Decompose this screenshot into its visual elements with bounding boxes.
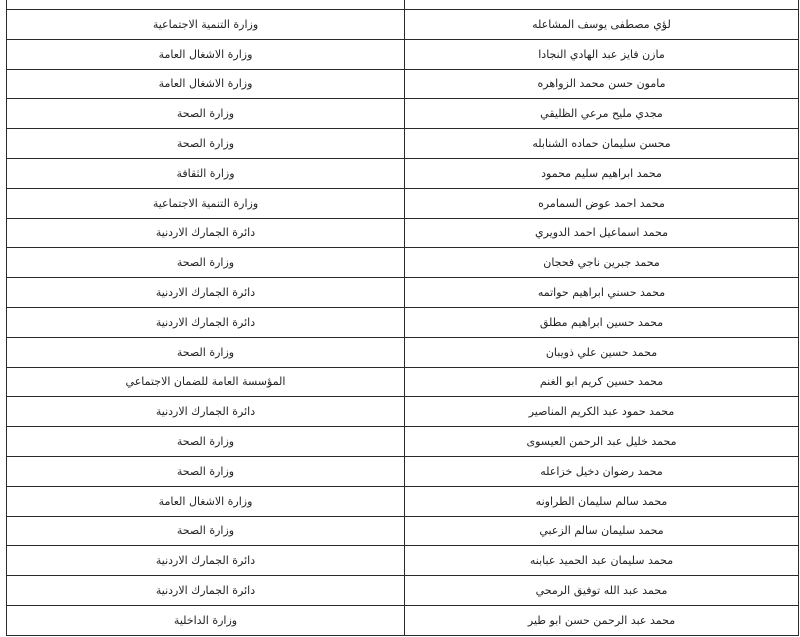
table-row-partial	[7, 0, 799, 10]
table-row	[7, 278, 799, 308]
name-cell: مجدي مليح مرعي الظليقي	[405, 99, 799, 129]
table-row	[7, 129, 799, 159]
name-cell: لؤي مصطفى يوسف المشاعله	[405, 10, 799, 40]
table-row	[7, 486, 799, 516]
table-row	[7, 367, 799, 397]
names-table-body	[7, 0, 799, 635]
table-row	[7, 546, 799, 576]
table-row	[7, 307, 799, 337]
ministry-cell: وزارة الداخلية	[7, 605, 405, 635]
name-cell: محمد حمود عبد الكريم المناصير	[405, 397, 799, 427]
name-cell: مامون حسن محمد الزواهره	[405, 69, 799, 99]
ministry-cell: وزارة الاشغال العامة	[7, 69, 405, 99]
ministry-cell: وزارة الصحة	[7, 248, 405, 278]
table-row	[7, 427, 799, 457]
table-row	[7, 188, 799, 218]
table-row	[7, 605, 799, 635]
table-row	[7, 99, 799, 129]
table-row	[7, 456, 799, 486]
ministry-cell: وزارة الصحة	[7, 99, 405, 129]
name-cell: محمد حسني ابراهيم حواتمه	[405, 278, 799, 308]
table-row	[7, 158, 799, 188]
ministry-cell: وزارة التنمية الاجتماعية	[7, 188, 405, 218]
name-cell: محمد سالم سليمان الطراونه	[405, 486, 799, 516]
table-row	[7, 337, 799, 367]
name-cell: محمد حسين ابراهيم مطلق	[405, 307, 799, 337]
table-row	[7, 39, 799, 69]
ministry-cell: وزارة الثقافة	[7, 158, 405, 188]
table-row	[7, 516, 799, 546]
name-cell: محمد سليمان عبد الحميد عبابنه	[405, 546, 799, 576]
ministry-cell: وزارة الصحة	[7, 427, 405, 457]
ministry-cell: دائرة الجمارك الاردنية	[7, 218, 405, 248]
ministry-cell: المؤسسة العامة للضمان الاجتماعي	[7, 367, 405, 397]
names-sheet	[6, 0, 798, 636]
names-table	[6, 0, 799, 636]
table-row	[7, 576, 799, 606]
name-cell: محمد اسماعيل احمد الدويري	[405, 218, 799, 248]
ministry-cell: وزارة الصحة	[7, 129, 405, 159]
name-cell: مازن فايز عبد الهادي النجادا	[405, 39, 799, 69]
ministry-cell: وزارة الصحة	[7, 516, 405, 546]
ministry-cell: وزارة الصحة	[7, 337, 405, 367]
table-row	[7, 218, 799, 248]
name-cell: محمد عبد الرحمن حسن ابو طير	[405, 605, 799, 635]
name-cell-partial	[405, 0, 799, 10]
name-cell: محمد سليمان سالم الزعبي	[405, 516, 799, 546]
ministry-cell: وزارة الاشغال العامة	[7, 486, 405, 516]
name-cell: محمد رضوان دخيل خزاعله	[405, 456, 799, 486]
ministry-cell: دائرة الجمارك الاردنية	[7, 397, 405, 427]
table-row	[7, 397, 799, 427]
name-cell: محمد حسين علي ذويبان	[405, 337, 799, 367]
ministry-cell: دائرة الجمارك الاردنية	[7, 546, 405, 576]
name-cell: محمد جبرين ناجي فحجان	[405, 248, 799, 278]
name-cell: محمد عبد الله توفيق الرمحي	[405, 576, 799, 606]
ministry-cell: دائرة الجمارك الاردنية	[7, 278, 405, 308]
name-cell: محمد حسين كريم ابو الغنم	[405, 367, 799, 397]
table-row	[7, 10, 799, 40]
name-cell: محمد احمد عوض السمامره	[405, 188, 799, 218]
ministry-cell: دائرة الجمارك الاردنية	[7, 307, 405, 337]
table-row	[7, 69, 799, 99]
name-cell: محمد خليل عبد الرحمن العيسوى	[405, 427, 799, 457]
table-row	[7, 248, 799, 278]
ministry-cell-partial	[7, 0, 405, 10]
ministry-cell: وزارة الصحة	[7, 456, 405, 486]
ministry-cell: وزارة الاشغال العامة	[7, 39, 405, 69]
name-cell: محمد ابراهيم سليم محمود	[405, 158, 799, 188]
ministry-cell: دائرة الجمارك الاردنية	[7, 576, 405, 606]
name-cell: محسن سليمان حماده الشنابله	[405, 129, 799, 159]
ministry-cell: وزارة التنمية الاجتماعية	[7, 10, 405, 40]
